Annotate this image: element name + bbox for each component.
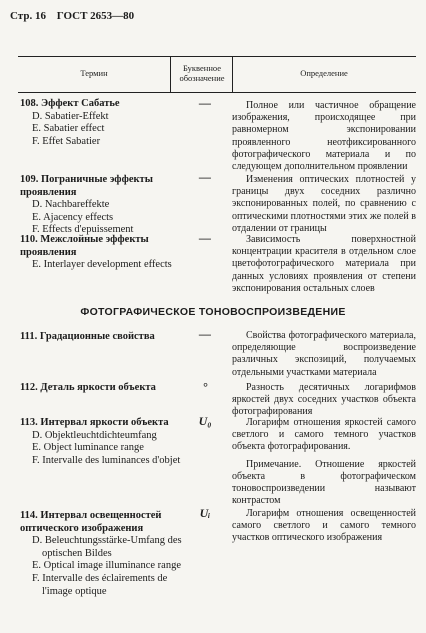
column-divider-1 [170, 56, 171, 92]
term-definition: Разность десятичных логарифмов яркостей двух соседних участков объекта фотографирования [232, 382, 416, 418]
term-entry: 110. Межслойные эффекты проявления E. Interlayer development effects [20, 234, 172, 271]
term-definition: Логарифм отношения яркостей самого светлого и самого темного участков объекта фотографирования. Примечание. Отношение яркостей объекта в фотографическом тоновоспроизведении называют контрастом [232, 417, 416, 507]
section-title: ФОТОГРАФИЧЕСКОЕ ТОНОВОСПРОИЗВЕДЕНИЕ [80, 306, 346, 318]
term-entry: 112. Деталь яркости объекта [20, 382, 156, 393]
term-title: Эффект Сабатье [41, 98, 120, 109]
term-title: Деталь яркости объекта [40, 382, 156, 393]
note-text: Примечание. Отношение яркостей объекта в фотографическом тоновоспроизведении называют контрастом [232, 458, 416, 507]
term-title: Градационные свойства [39, 331, 155, 342]
term-entry: 109. Пограничные эффекты проявления D. Nachbareffekte E. Ajacency effects F. Effects d'epuissement [20, 174, 153, 236]
term-symbol: — [199, 327, 211, 341]
table-header-rule [18, 92, 416, 93]
term-entry: 114. Интервал освещенностей оптического изображения D. Beleuchtungsstärke-Umfang des optischen Bildes E. Optical image illuminance range F. Intervalle des éclairements de l'image optique [20, 510, 182, 597]
term-title: Межслойные эффекты проявления [20, 234, 149, 258]
term-definition: Изменения оптических плотностей у границы двух соседних различно экспонированных полей, по сравнению с оптическими плотностями этих же полей в отдалении от границы [232, 174, 416, 234]
term-title: Пограничные эффекты проявления [20, 174, 153, 198]
term-symbol: — [199, 231, 211, 245]
column-header-definition: Определение [300, 68, 348, 79]
term-symbol: U₀ [198, 414, 212, 428]
standard-code: ГОСТ 2653—80 [56, 10, 135, 22]
term-definition: Полное или частичное обращение изображения, происходящее при равномерном экспонировании проявленного неотфиксированного фотографического материала и по следующем дополнительном проявлении [232, 100, 416, 172]
term-entry: 113. Интервал яркости объекта D. Objektleuchtdichteumfang E. Object luminance range F. Intervalle des luminances d'objet [20, 417, 181, 466]
page-number: Стр. 16 [10, 10, 46, 22]
column-header-term: Термин [80, 68, 108, 79]
term-title: Интервал освещенностей оптического изображения [20, 510, 162, 534]
page-header [10, 10, 142, 22]
term-definition: Зависимость поверхностной концентрации красителя в отдельном слое цветофотографического материала при данных условиях проявления от степени экспонирования остальных слоев [232, 234, 416, 294]
term-definition: Свойства фотографического материала, определяющие воспроизведение различных экспозиций, получаемых отдельными участками материала [232, 330, 416, 378]
column-header-symbol: Буквенное обозначение [179, 63, 225, 83]
term-definition: Логарифм отношения освещенностей самого светлого и самого темного участков оптического изображения [232, 508, 416, 544]
term-symbol: Uᵢ [199, 506, 211, 520]
term-title: Интервал яркости объекта [40, 417, 169, 428]
term-symbol: — [199, 170, 211, 184]
term-symbol: — [199, 96, 211, 110]
term-symbol: ° [202, 380, 208, 394]
term-entry: 108. Эффект Сабатье D. Sabatier-Effekt E. Sabatier effect F. Effet Sabatier [20, 98, 120, 147]
term-entry: 111. Градационные свойства [20, 331, 155, 342]
